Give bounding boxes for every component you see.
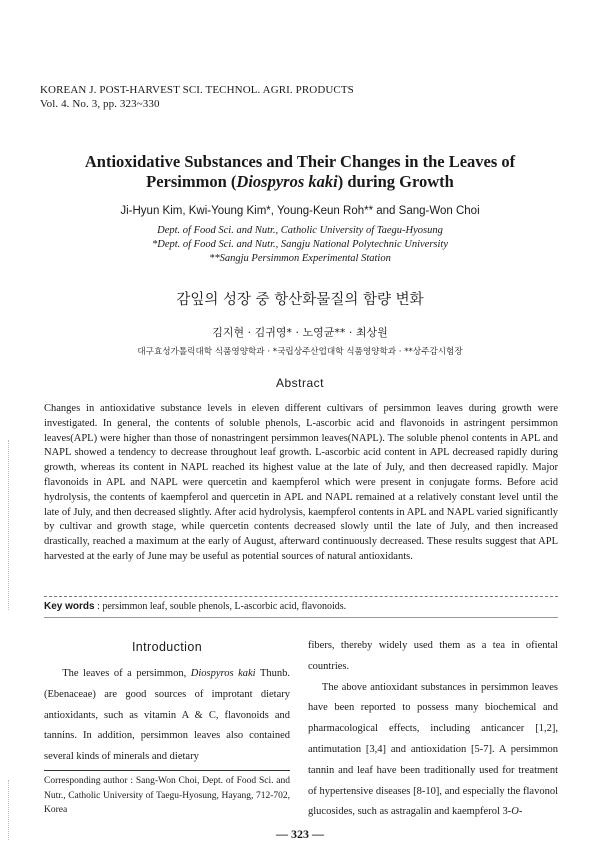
- journal-volume: Vol. 4. No. 3, pp. 323~330: [40, 98, 160, 110]
- footnote-rule: [44, 770, 290, 771]
- intro-p1-pre: The leaves of a persimmon,: [62, 668, 191, 679]
- introduction-heading: Introduction: [131, 640, 203, 654]
- keywords-bottom-rule: [44, 617, 558, 618]
- scan-edge-mark: [8, 440, 10, 610]
- intro-p1-post: Thunb. (Ebenaceae) are good sources of improtant dietary antioxidants, such as vitamin A & C, flavonoids and tannins. In addition, persimmon leaves also contained several kinds of minerals and dietary: [44, 668, 290, 763]
- title-line-1: Antioxidative Substances and Their Changes in the Leaves of: [84, 152, 516, 171]
- intro-paragraph-1-cont: fibers, thereby widely used them as a tea in ofiental countries.: [308, 640, 558, 672]
- intro-p2-italic: O: [511, 806, 519, 818]
- right-column: [308, 636, 558, 823]
- korean-affiliation: 대구효성가톨릭대학 식품영양학과 · *국립상주산업대학 식품영양학과 · **상주감시험장: [137, 347, 463, 357]
- title-line-2-post: ) during Growth: [337, 172, 454, 191]
- intro-paragraph-1: [44, 664, 290, 768]
- scan-edge-mark: [8, 780, 10, 840]
- abstract-text: Changes in antioxidative substance levels in eleven different cultivars of persimmon leaves during growth were investigated. In general, the contents of soluble phenols, L-ascorbic acid and flavonoids in astringent persimmon leaves(APL) were higher than those of nonastringent persimmon leaves(NAPL). The soluble phenol contents in APL and NAPL showed a tendency to decrease throughout leaf growth. L-ascorbic acid content in APL decreased rapidly during growth, whereas its content in NAPL reached its highest value at the late of July, and then decreased rapidly. Major flavonoids in APL and NAPL were quercetin and kaempferol which were present in conjugate forms. Before acid hydrolysis, the contents of kaempferol and quercetin in APL and NAPL remained at a relatively constant level until the late of July, and then decreased slightly. After acid hydrolysis, kaempferol contents in APL and NAPL varied significantly by cultivar and growth stage, while quercetin contents decreased slowly until the late of July, and then increased drastically, reached a maximum at the early of August, afterward continuously decreased. These results suggest that APL harvested at the early of June may be useful as potential sources of natural antioxidants.: [44, 403, 558, 562]
- abstract-heading: Abstract: [275, 376, 324, 390]
- journal-header: [40, 83, 354, 111]
- keywords-line: [44, 601, 558, 612]
- abstract-body: [44, 402, 558, 565]
- keywords-top-rule: [44, 596, 558, 597]
- affiliation-1: Dept. of Food Sci. and Nutr., Catholic University of Taegu-Hyosung: [157, 225, 443, 236]
- keywords-label: Key words: [44, 601, 95, 612]
- keywords-separator: :: [97, 601, 100, 612]
- journal-name: KOREAN J. POST-HARVEST SCI. TECHNOL. AGRI. PRODUCTS: [40, 84, 354, 96]
- title-line-2: [20, 172, 580, 192]
- left-column: [44, 664, 290, 768]
- affiliation-3: **Sangju Persimmon Experimental Station: [209, 253, 391, 264]
- page-number: — 323 —: [276, 827, 324, 841]
- intro-p2-pre: The above antioxidant substances in persimmon leaves have been reported to possess many biochemical and pharmacological effects, including anticancer [1,2], antimutation [3,4] and antioxidation [5-7]. A persimmon tannin and leaf have been traditionally used for treatment of hypertensive diseases [8-10], and especially the flavonol glucosides, such as astragalin and kaempferol 3-: [308, 681, 558, 818]
- corresponding-author-footnote: Corresponding author : Sang-Won Choi, Dept. of Food Sci. and Nutr., Catholic University of Taegu-Hyosung, Hayang, 712-702, Korea: [44, 776, 290, 815]
- title-species: Diospyros kaki: [236, 172, 338, 191]
- intro-paragraph-2: [308, 678, 558, 824]
- affiliations: [20, 224, 580, 266]
- author-list: Ji-Hyun Kim, Kwi-Young Kim*, Young-Keun Roh** and Sang-Won Choi: [120, 205, 480, 217]
- paper-title: [20, 152, 580, 192]
- korean-authors: 김지현 · 김귀영* · 노영균** · 최상원: [212, 326, 388, 339]
- intro-p1-species: Diospyros kaki: [190, 668, 256, 679]
- keywords-text: persimmon leaf, souble phenols, L-ascorbic acid, flavonoids.: [102, 601, 347, 612]
- affiliation-2: *Dept. of Food Sci. and Nutr., Sangju National Polytechnic University: [151, 239, 448, 250]
- korean-title: 감잎의 성장 중 항산화물질의 함량 변화: [176, 292, 424, 308]
- intro-p2-post: -: [518, 806, 523, 818]
- title-line-2-pre: Persimmon (: [146, 172, 237, 191]
